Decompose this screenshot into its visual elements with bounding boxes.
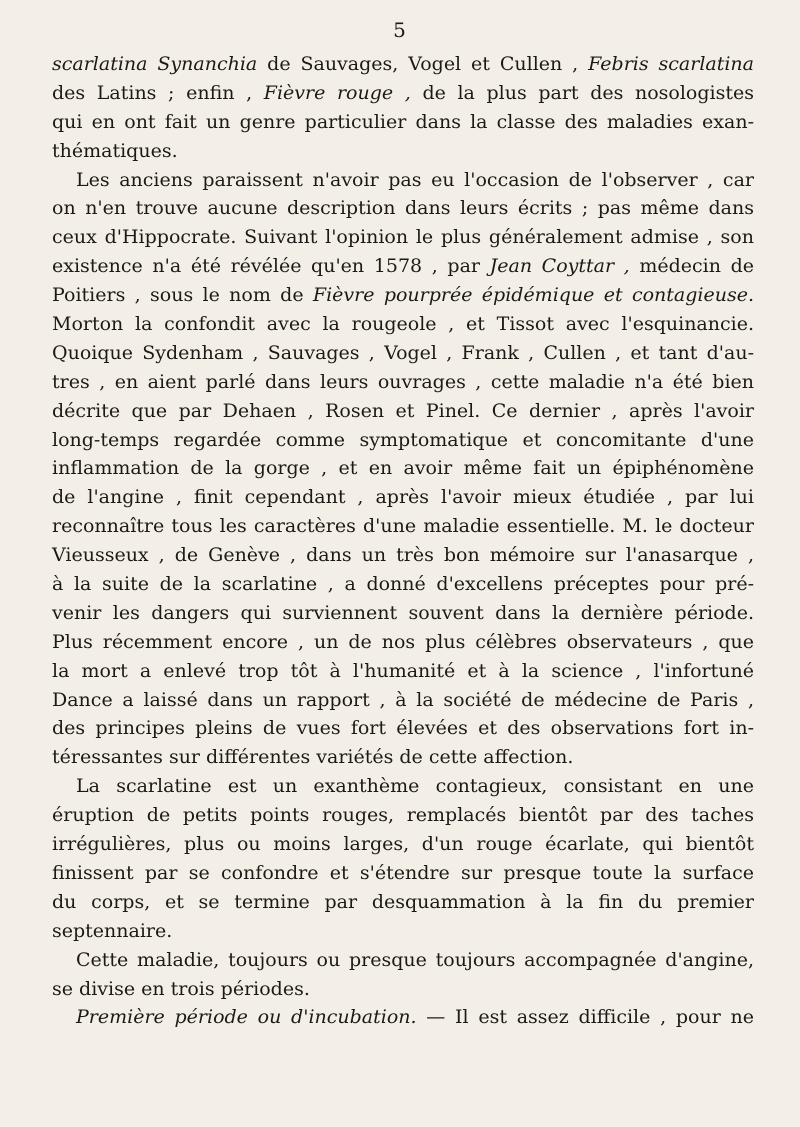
text-span: des principes pleins de vues fort élevées et des observations fort in- (52, 717, 754, 740)
text-span: tres , en aient parlé dans leurs ouvrages , cette maladie n'a été bien (52, 370, 754, 393)
text-line (52, 50, 754, 79)
text-span: irrégulières, plus ou moins larges, d'un rouge écarlate, qui bientôt (52, 833, 754, 856)
text-span: médecin de (629, 255, 755, 278)
text-span: de la plus part des nosologistes (410, 81, 754, 104)
text-span: La scarlatine est un exanthème contagieux, consistant en une (76, 775, 754, 798)
text-span: qui en ont fait un genre particulier dans la classe des maladies exan- (52, 110, 754, 133)
text-line (52, 946, 754, 975)
text-span: du corps, et se termine par desquammation à la fin du premier (52, 890, 754, 913)
text-span: Dance a laissé dans un rapport , à la société de médecine de Paris , (52, 688, 754, 711)
text-line (52, 426, 754, 455)
text-line (52, 599, 754, 628)
text-span: se divise en trois périodes. (52, 977, 310, 1000)
text-span: existence n'a été révélée qu'en 1578 , par (52, 255, 490, 278)
text-span: thématiques. (52, 139, 178, 162)
italic-text: Fièvre pourprée épidémique et contagieuse. (312, 284, 754, 307)
text-line (52, 714, 754, 743)
italic-text: scarlatina Synanchia (52, 53, 258, 75)
text-line (52, 483, 754, 512)
text-line (52, 368, 754, 397)
page-number: 5 (393, 18, 407, 42)
text-span: décrite que par Dehaen , Rosen et Pinel. Ce dernier , après l'avoir (52, 399, 754, 422)
text-line (52, 570, 754, 599)
italic-text: Febris scarlatina (588, 53, 755, 75)
text-line (52, 888, 754, 917)
text-line (52, 310, 754, 339)
text-span: de l'angine , finit cependant , après l'avoir mieux étudiée , par lui (52, 486, 754, 509)
text-line (52, 137, 754, 166)
text-span: on n'en trouve aucune description dans leurs écrits ; pas même dans (52, 197, 754, 220)
text-line (52, 281, 754, 310)
text-line (52, 252, 754, 281)
body-text (52, 50, 754, 1032)
text-line (52, 166, 754, 195)
text-span: la mort a enlevé trop tôt à l'humanité et à la science , l'infortuné (52, 659, 754, 682)
text-line (52, 743, 754, 772)
text-span: éruption de petits points rouges, remplacés bientôt par des taches (52, 804, 754, 827)
text-span: à la suite de la scarlatine , a donné d'excellens préceptes pour pré- (52, 573, 754, 596)
text-line (52, 454, 754, 483)
text-span: reconnaître tous les caractères d'une maladie essentielle. M. le docteur (52, 515, 754, 538)
text-span: septennaire. (52, 919, 173, 942)
text-span: téressantes sur différentes variétés de cette affection. (52, 746, 574, 769)
text-line (52, 830, 754, 859)
text-line (52, 79, 754, 108)
text-span: — Il est assez difficile , pour ne (416, 1006, 755, 1029)
text-span: venir les dangers qui surviennent souvent dans la dernière période. (52, 601, 754, 624)
text-line (52, 397, 754, 426)
text-span: Poitiers , sous le nom de (52, 284, 313, 307)
text-span: finissent par se confondre et s'étendre sur presque toute la surface (52, 861, 754, 884)
text-line (52, 1003, 754, 1032)
text-span: Quoique Sydenham , Sauvages , Vogel , Frank , Cullen , et tant d'au- (52, 341, 754, 364)
text-line (52, 339, 754, 368)
text-line (52, 194, 754, 223)
text-span: Les anciens paraissent n'avoir pas eu l'occasion de l'observer , car (76, 168, 754, 191)
text-span: des Latins ; enfin , (52, 81, 264, 104)
text-line (52, 917, 754, 946)
text-line (52, 512, 754, 541)
text-span: long-temps regardée comme symptomatique et concomitante d'une (52, 428, 754, 451)
text-line (52, 975, 754, 1004)
text-span: de Sauvages, Vogel et Cullen , (257, 53, 589, 75)
text-line (52, 223, 754, 252)
text-span: ceux d'Hippocrate. Suivant l'opinion le plus généralement admise , son (52, 226, 754, 249)
text-line (52, 628, 754, 657)
text-line (52, 801, 754, 830)
text-span: Vieusseux , de Genève , dans un très bon mémoire sur l'anasarque , (52, 544, 754, 567)
text-line (52, 859, 754, 888)
text-line (52, 657, 754, 686)
text-line (52, 772, 754, 801)
text-span: Cette maladie, toujours ou presque toujours accompagnée d'angine, (76, 948, 754, 971)
text-span: Morton la confondit avec la rougeole , et Tissot avec l'esquinancie. (52, 313, 754, 336)
text-span: inflammation de la gorge , et en avoir même fait un épiphénomène (52, 457, 754, 480)
text-line (52, 541, 754, 570)
text-line (52, 686, 754, 715)
italic-text: Fièvre rouge , (263, 81, 411, 104)
italic-text: Jean Coyttar , (489, 255, 630, 278)
italic-text: Première période ou d'incubation. (76, 1006, 417, 1029)
text-span: Plus récemment encore , un de nos plus célèbres observateurs , que (52, 630, 754, 653)
text-line (52, 108, 754, 137)
